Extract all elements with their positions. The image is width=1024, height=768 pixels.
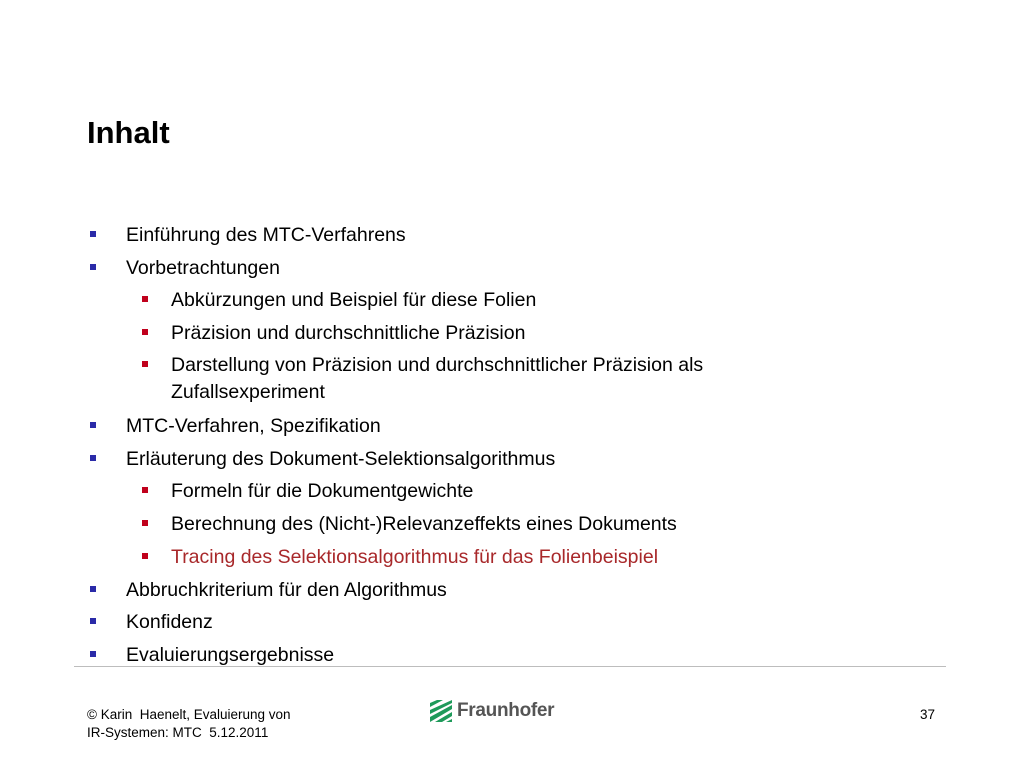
outline-item-label: Konfidenz	[126, 611, 213, 633]
square-bullet-icon	[142, 553, 148, 559]
page-number: 37	[920, 707, 936, 722]
outline-item-label: Evaluierungsergebnisse	[126, 644, 335, 666]
outline-item-label: MTC-Verfahren, Spezifikation	[126, 415, 381, 437]
outline-item-label: Abbruchkriterium für den Algorithmus	[126, 579, 447, 601]
fraunhofer-logo	[430, 698, 554, 724]
footer-copyright-line2: IR-Systemen: MTC 5.12.2011	[87, 725, 269, 740]
outline-item-label: Einführung des MTC-Verfahrens	[126, 224, 406, 246]
square-bullet-icon	[90, 618, 96, 624]
square-bullet-icon	[142, 520, 148, 526]
outline-subitem	[171, 286, 536, 314]
square-bullet-icon	[90, 231, 96, 237]
outline-item	[126, 254, 280, 282]
outline-subitem-continuation	[171, 378, 325, 406]
outline-subitem-label: Formeln für die Dokumentgewichte	[171, 480, 474, 502]
square-bullet-icon	[142, 487, 148, 493]
outline-item	[126, 412, 381, 440]
slide-title: Inhalt	[87, 115, 170, 150]
outline-subitem	[171, 319, 525, 347]
outline-subitem	[171, 510, 677, 538]
square-bullet-icon	[90, 586, 96, 592]
fraunhofer-logo-icon	[430, 700, 452, 722]
square-bullet-icon	[142, 329, 148, 335]
footer-divider	[74, 666, 946, 667]
outline-subitem-label: Abkürzungen und Beispiel für diese Folien	[171, 289, 537, 311]
square-bullet-icon	[90, 455, 96, 461]
square-bullet-icon	[142, 296, 148, 302]
outline-item	[126, 576, 447, 604]
outline-subitem	[171, 351, 703, 379]
footer-copyright	[87, 706, 291, 742]
logo-text: Fraunhofer	[457, 700, 555, 721]
outline-item	[126, 445, 555, 473]
outline-subitem	[171, 477, 473, 505]
footer-copyright-line1: © Karin Haenelt, Evaluierung von	[87, 707, 291, 722]
outline-subitem-label: Zufallsexperiment	[171, 381, 325, 403]
outline-item	[126, 641, 334, 669]
outline-subitem-label: Tracing des Selektionsalgorithmus für das Folienbeispiel	[171, 546, 659, 568]
outline-item	[126, 608, 213, 636]
outline-subitem-label: Berechnung des (Nicht-)Relevanzeffekts eines Dokuments	[171, 513, 677, 535]
outline-subitem-current	[171, 543, 658, 571]
square-bullet-icon	[142, 361, 148, 367]
square-bullet-icon	[90, 422, 96, 428]
outline-item-label: Vorbetrachtungen	[126, 257, 280, 279]
square-bullet-icon	[90, 651, 96, 657]
outline-subitem-label: Darstellung von Präzision und durchschnittlicher Präzision als	[171, 354, 704, 376]
outline-subitem-label: Präzision und durchschnittliche Präzision	[171, 322, 526, 344]
outline-item-label: Erläuterung des Dokument-Selektionsalgorithmus	[126, 448, 556, 470]
outline-item	[126, 221, 406, 249]
square-bullet-icon	[90, 264, 96, 270]
